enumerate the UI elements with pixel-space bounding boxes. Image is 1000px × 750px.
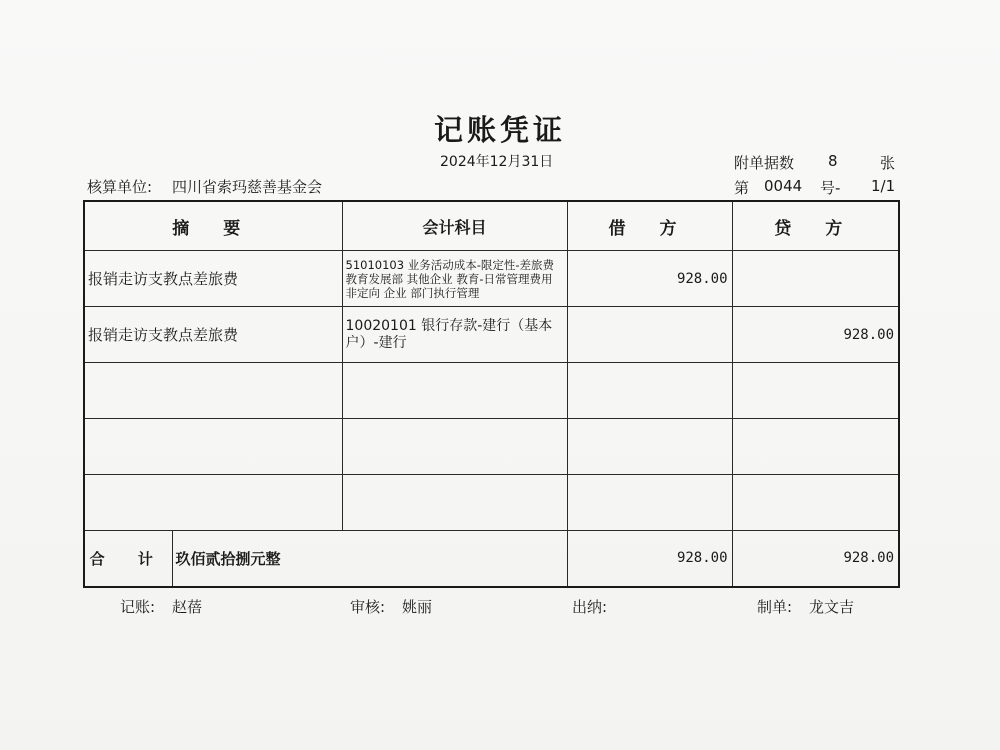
header-debit: 借 方	[567, 201, 732, 251]
table-row	[84, 307, 899, 363]
row-debit	[567, 475, 732, 531]
row-subject	[342, 475, 567, 531]
row-debit: 928.00	[567, 251, 732, 307]
row-summary	[84, 419, 342, 475]
table-row	[84, 251, 899, 307]
cashier-label: 出纳:	[572, 598, 608, 616]
voucher-table	[83, 200, 900, 588]
reviewer-name: 姚丽	[402, 598, 433, 616]
row-credit	[732, 475, 899, 531]
total-debit: 928.00	[567, 531, 732, 587]
row-credit	[732, 363, 899, 419]
attachments-count: 8	[828, 152, 838, 170]
voucher-number: 0044	[764, 177, 803, 195]
voucher-number-prefix: 第	[734, 179, 750, 197]
table-row	[84, 363, 899, 419]
attachments-label: 附单据数	[734, 154, 795, 172]
voucher-page: 1/1	[871, 177, 896, 195]
voucher-number-suffix: 号-	[820, 179, 841, 197]
table-row	[84, 419, 899, 475]
row-credit	[732, 419, 899, 475]
voucher-date: 2024年12月31日	[440, 154, 554, 170]
row-debit	[567, 419, 732, 475]
header-summary: 摘 要	[84, 201, 342, 251]
row-subject	[342, 419, 567, 475]
total-amount-in-words: 玖佰贰拾捌元整	[172, 531, 567, 587]
row-credit: 928.00	[732, 307, 899, 363]
total-row	[84, 531, 899, 587]
preparer-label: 制单:	[757, 598, 793, 616]
header-credit: 贷 方	[732, 201, 899, 251]
header-subject: 会计科目	[342, 201, 567, 251]
row-debit	[567, 363, 732, 419]
voucher-title: 记账凭证	[433, 113, 566, 147]
table-header-row	[84, 201, 899, 251]
row-summary	[84, 363, 342, 419]
row-debit	[567, 307, 732, 363]
row-credit	[732, 251, 899, 307]
row-subject	[342, 363, 567, 419]
accounting-unit-name: 四川省索玛慈善基金会	[172, 178, 323, 196]
preparer-name: 龙文吉	[809, 598, 855, 616]
accounting-unit-label: 核算单位:	[87, 178, 153, 196]
row-summary: 报销走访支教点差旅费	[84, 307, 342, 363]
total-label: 合 计	[84, 531, 172, 587]
reviewer-label: 审核:	[350, 598, 386, 616]
row-summary: 报销走访支教点差旅费	[84, 251, 342, 307]
row-summary	[84, 475, 342, 531]
bookkeeper-label: 记账:	[120, 598, 156, 616]
attachments-unit: 张	[880, 154, 896, 172]
row-subject: 51010103 业务活动成本-限定性-差旅费 教育发展部 其他企业 教育-日常管理费用 非定向 企业 部门执行管理	[342, 251, 567, 307]
row-subject: 10020101 银行存款-建行（基本户）-建行	[342, 307, 567, 363]
table-row	[84, 475, 899, 531]
bookkeeper-name: 赵蓓	[172, 598, 203, 616]
total-credit: 928.00	[732, 531, 899, 587]
